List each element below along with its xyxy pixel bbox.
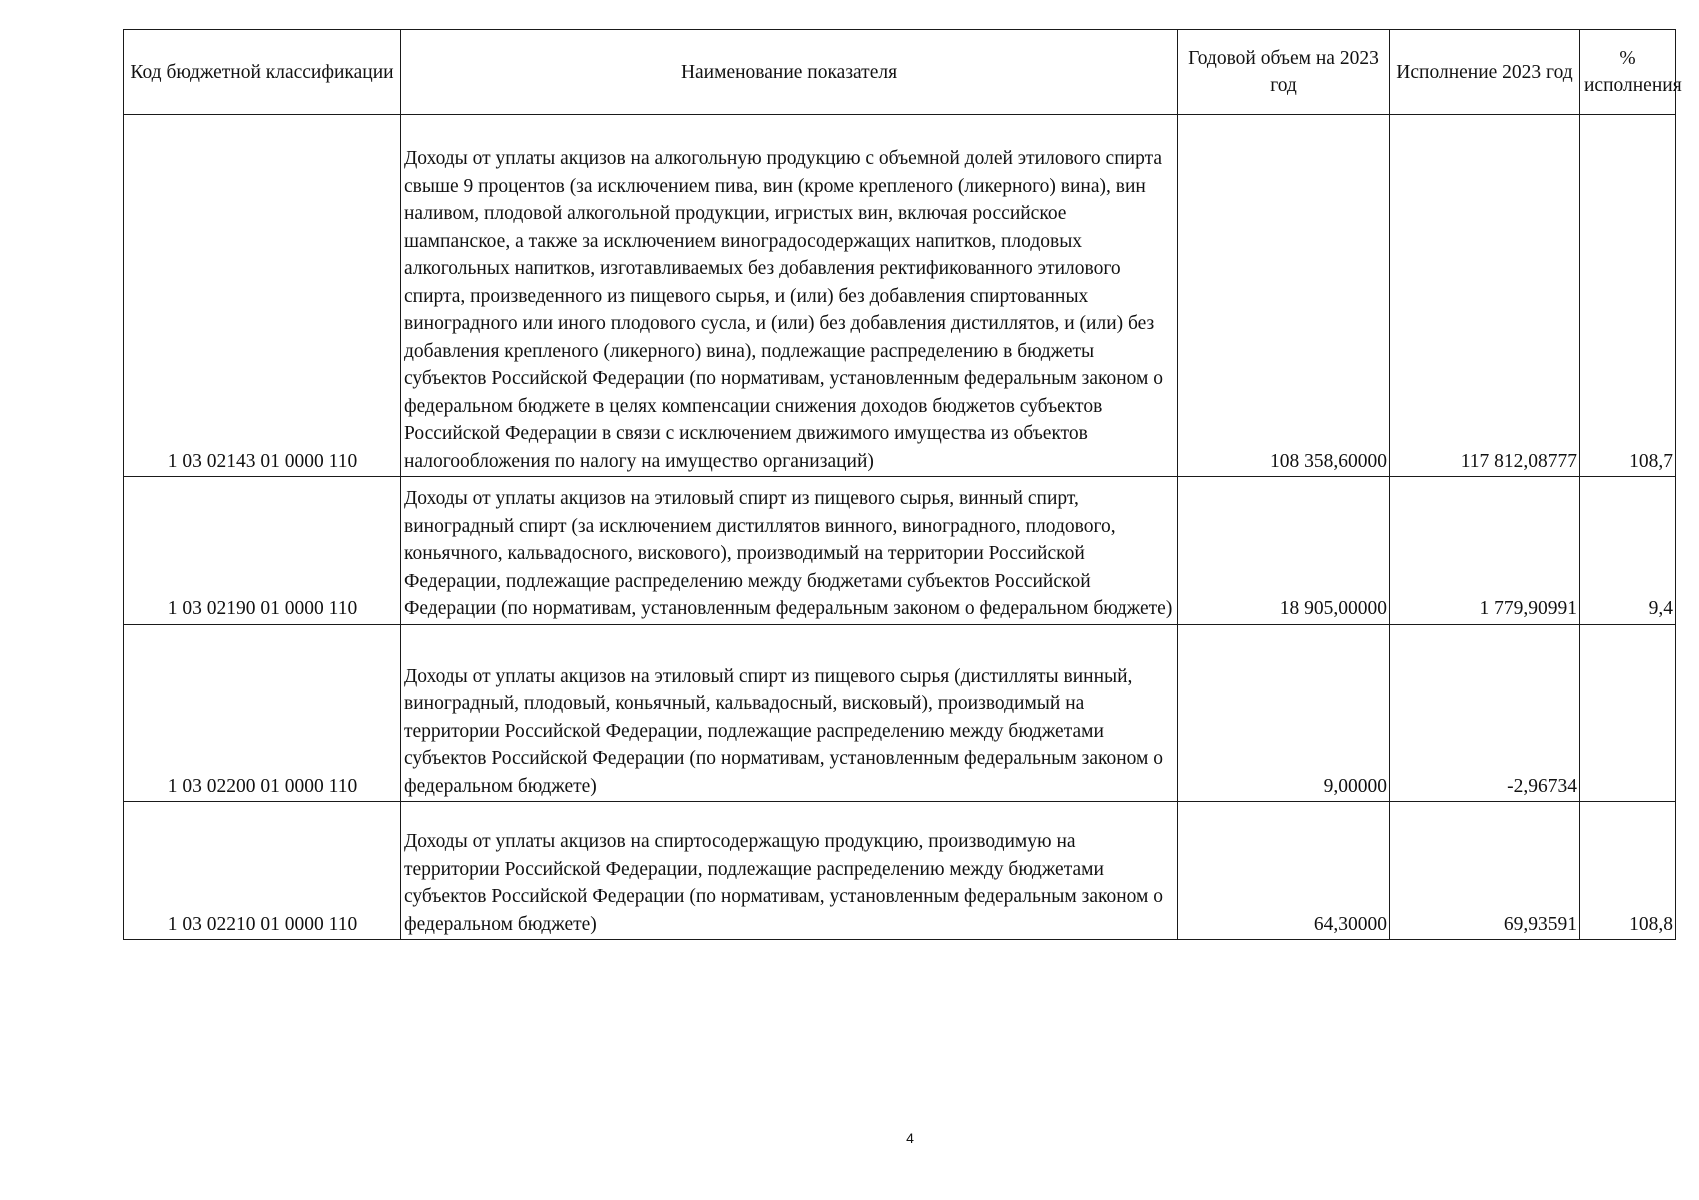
row-plan: 64,30000: [1178, 802, 1390, 940]
row-percent: [1580, 624, 1676, 802]
row-code: 1 03 02210 01 0000 110: [124, 802, 401, 940]
row-name: Доходы от уплаты акцизов на алкогольную продукцию с объемной долей этилового спирта свыше 9 процентов (за исключением пива, вин (кроме крепленого (ликерного) вина), вин наливом, плодовой алкогольной продукции, игристых вин, включая российское шампанское, а также за исключением виноградосодержащих напитков, плодовых алкогольных напитков, изготавливаемых без добавления ректификованного этилового спирта, произведенного из пищевого сырья, и (или) без добавления спиртованных виноградного или иного плодового сусла, и (или) без добавления дистиллятов, и (или) без добавления крепленого (ликерного) вина), подлежащие распределению в бюджеты субъектов Российской Федерации (по нормативам, установленным федеральным законом о федеральном бюджете в целях компенсации снижения доходов бюджетов субъектов Российской Федерации в связи с исключением движимого имущества из объектов налогообложения по налогу на имущество организаций): [401, 115, 1178, 477]
row-percent: 108,8: [1580, 802, 1676, 940]
row-actual: 1 779,90991: [1390, 477, 1580, 625]
row-actual: -2,96734: [1390, 624, 1580, 802]
row-percent: 9,4: [1580, 477, 1676, 625]
table-row: [124, 802, 1676, 940]
row-plan: 18 905,00000: [1178, 477, 1390, 625]
row-plan: 108 358,60000: [1178, 115, 1390, 477]
row-actual: 117 812,08777: [1390, 115, 1580, 477]
header-percent: % исполнения: [1580, 30, 1676, 115]
row-code: 1 03 02190 01 0000 110: [124, 477, 401, 625]
table-header-row: [124, 30, 1676, 115]
row-code: 1 03 02200 01 0000 110: [124, 624, 401, 802]
row-actual: 69,93591: [1390, 802, 1580, 940]
row-percent: 108,7: [1580, 115, 1676, 477]
row-plan: 9,00000: [1178, 624, 1390, 802]
header-actual: Исполнение 2023 год: [1390, 30, 1580, 115]
table-row: [124, 477, 1676, 625]
row-name: Доходы от уплаты акцизов на этиловый спирт из пищевого сырья, винный спирт, виноградный спирт (за исключением дистиллятов винного, виноградного, плодового, коньячного, кальвадосного, вискового), производимый на территории Российской Федерации, подлежащие распределению между бюджетами субъектов Российской Федерации (по нормативам, установленным федеральным законом о федеральном бюджете): [401, 477, 1178, 625]
row-name: Доходы от уплаты акцизов на этиловый спирт из пищевого сырья (дистилляты винный, виноградный, плодовый, коньячный, кальвадосный, висковый), производимый на территории Российской Федерации, подлежащие распределению между бюджетами субъектов Российской Федерации (по нормативам, установленным федеральным законом о федеральном бюджете): [401, 624, 1178, 802]
table-row: [124, 115, 1676, 477]
row-code: 1 03 02143 01 0000 110: [124, 115, 401, 477]
row-name: Доходы от уплаты акцизов на спиртосодержащую продукцию, производимую на территории Российской Федерации, подлежащие распределению между бюджетами субъектов Российской Федерации (по нормативам, установленным федеральным законом о федеральном бюджете): [401, 802, 1178, 940]
budget-execution-table: [123, 29, 1682, 940]
header-code: Код бюджетной классификации: [124, 30, 401, 115]
table-row: [124, 624, 1676, 802]
page-number: 4: [906, 1130, 914, 1146]
header-name: Наименование показателя: [401, 30, 1178, 115]
header-plan: Годовой объем на 2023 год: [1178, 30, 1390, 115]
